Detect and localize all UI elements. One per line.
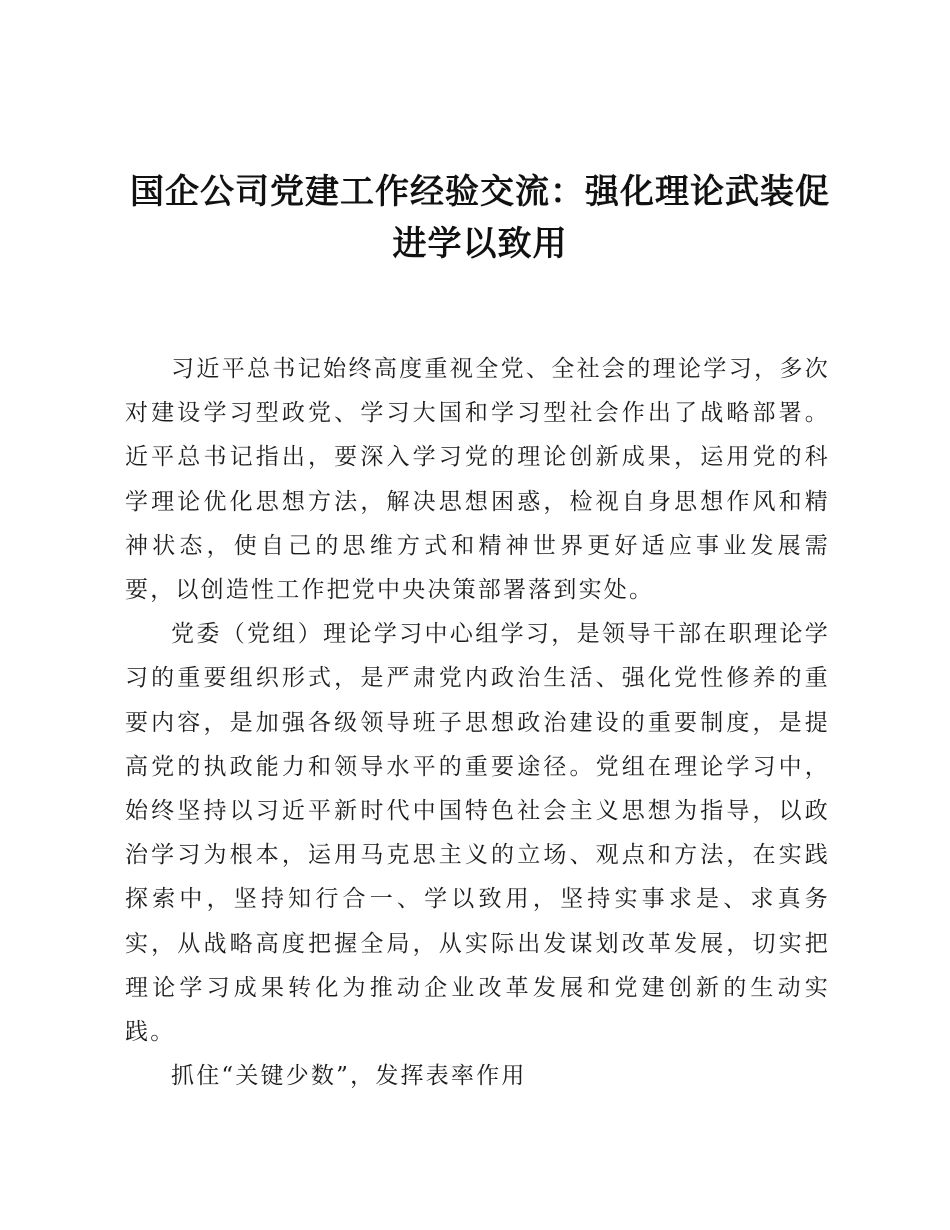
paragraph-study-group: 党委（党组）理论学习中心组学习，是领导干部在职理论学习的重要组织形式，是严肃党内政治生活、强化党性修养的重要内容，是加强各级领导班子思想政治建设的重要制度，是提高党的执政能力和领导水平的重要途径。党组在理论学习中，始终坚持以习近平新时代中国特色社会主义思想为指导，以政治学习为根本，运用马克思主义的立场、观点和方法，在实践探索中，坚持知行合一、学以致用，坚持实事求是、求真务实，从战略高度把握全局，从实际出发谋划改革发展，切实把理论学习成果转化为推动企业改革发展和党建创新的生动实践。	[125, 621, 830, 1046]
section-heading-key-minority: 抓住“关键少数”，发挥表率作用	[171, 1063, 527, 1090]
document-title: 国企公司党建工作经验交流：强化理论武装促进学以致用	[130, 172, 830, 264]
paragraph-intro: 习近平总书记始终高度重视全党、全社会的理论学习，多次对建设学习型政党、学习大国和学习型社会作出了战略部署。近平总书记指出，要深入学习党的理论创新成果，运用党的科学理论优化思想方法，解决思想困惑，检视自身思想作风和精神状态，使自己的思维方式和精神世界更好适应事业发展需要，以创造性工作把党中央决策部署落到实处。	[125, 356, 830, 604]
document-body	[125, 347, 830, 1098]
